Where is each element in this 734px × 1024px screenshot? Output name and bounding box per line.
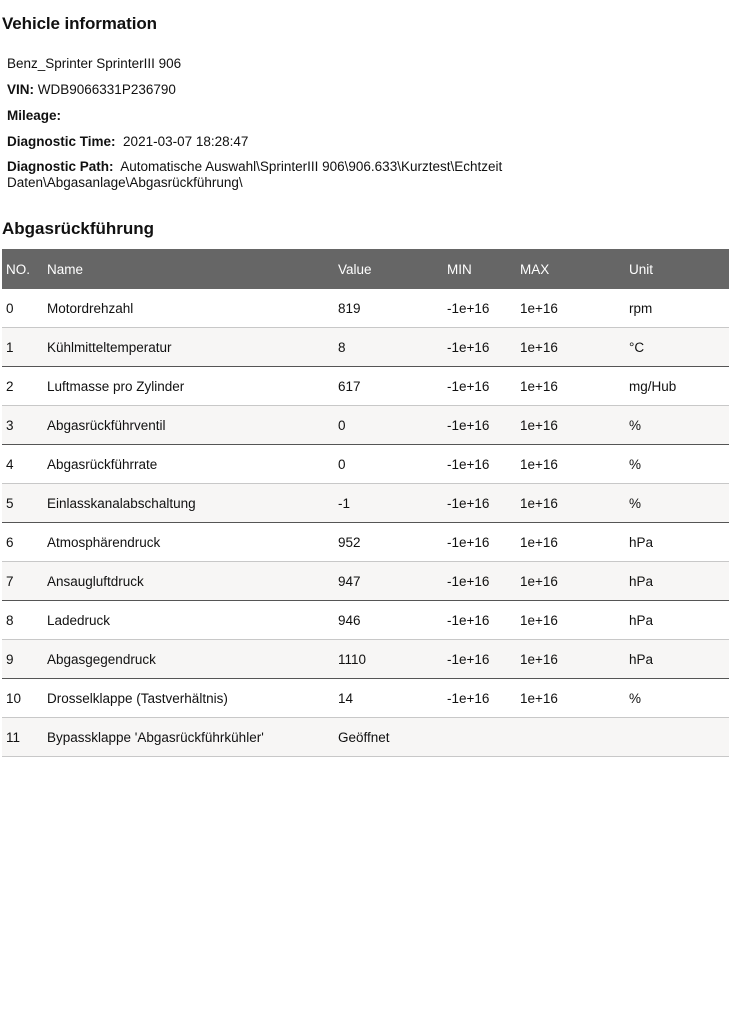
cell-value: 819 bbox=[338, 300, 361, 316]
cell-max: 1e+16 bbox=[520, 651, 558, 667]
table-row bbox=[2, 679, 729, 718]
cell-min: -1e+16 bbox=[447, 612, 490, 628]
vehicle-info-title: Vehicle information bbox=[2, 14, 157, 33]
cell-unit: hPa bbox=[629, 612, 654, 628]
table-row bbox=[2, 562, 729, 601]
column-header-min: MIN bbox=[447, 261, 472, 277]
cell-min: -1e+16 bbox=[447, 300, 490, 316]
cell-value: 946 bbox=[338, 612, 361, 628]
cell-min: -1e+16 bbox=[447, 417, 490, 433]
cell-value: 947 bbox=[338, 573, 361, 589]
cell-value: -1 bbox=[338, 495, 351, 511]
diagnostic-path-line2: Daten\Abgasanlage\Abgasrückführung\ bbox=[7, 175, 243, 190]
cell-max: 1e+16 bbox=[520, 378, 558, 394]
cell-min bbox=[443, 718, 516, 757]
cell-max: 1e+16 bbox=[520, 339, 558, 355]
cell-no: 4 bbox=[6, 456, 14, 472]
column-header-no: NO. bbox=[6, 261, 31, 277]
cell-no: 9 bbox=[6, 651, 14, 667]
diagnostic-time-value: 2021-03-07 18:28:47 bbox=[123, 134, 249, 149]
cell-min: -1e+16 bbox=[447, 534, 490, 550]
cell-no: 5 bbox=[6, 495, 14, 511]
table-row bbox=[2, 289, 729, 328]
cell-name: Abgasgegendruck bbox=[47, 651, 156, 667]
cell-no: 10 bbox=[6, 690, 22, 706]
column-header-name: Name bbox=[47, 261, 84, 277]
table-row bbox=[2, 406, 729, 445]
cell-no: 11 bbox=[6, 729, 21, 745]
cell-max: 1e+16 bbox=[520, 534, 558, 550]
cell-value: 0 bbox=[338, 417, 346, 433]
diagnostic-path-line1: Automatische Auswahl\SprinterIII 906\906.633\Kurztest\Echtzeit bbox=[120, 159, 503, 174]
cell-name: Motordrehzahl bbox=[47, 300, 134, 316]
section-title: Abgasrückführung bbox=[2, 219, 155, 238]
cell-min: -1e+16 bbox=[447, 339, 490, 355]
table-row bbox=[2, 718, 729, 757]
cell-max: 1e+16 bbox=[520, 690, 558, 706]
diagnostic-path-row bbox=[7, 159, 502, 191]
vehicle-model: Benz_Sprinter SprinterIII 906 bbox=[7, 56, 182, 71]
cell-max: 1e+16 bbox=[520, 300, 558, 316]
cell-value: 617 bbox=[338, 378, 361, 394]
cell-min: -1e+16 bbox=[447, 495, 490, 511]
cell-name: Ladedruck bbox=[47, 612, 111, 628]
cell-name: Atmosphärendruck bbox=[47, 534, 161, 550]
cell-unit: hPa bbox=[629, 534, 654, 550]
diagnostic-time-label: Diagnostic Time: bbox=[7, 134, 116, 149]
cell-no: 7 bbox=[6, 573, 14, 589]
cell-name: Einlasskanalabschaltung bbox=[47, 495, 196, 511]
cell-max: 1e+16 bbox=[520, 456, 558, 472]
table-row bbox=[2, 640, 729, 679]
cell-unit: % bbox=[629, 417, 642, 433]
cell-unit: % bbox=[629, 495, 642, 511]
cell-value: Geöffnet bbox=[338, 729, 390, 745]
column-header-value: Value bbox=[338, 261, 372, 277]
cell-name: Kühlmitteltemperatur bbox=[47, 339, 172, 355]
cell-min: -1e+16 bbox=[447, 651, 490, 667]
cell-no: 1 bbox=[6, 339, 14, 355]
cell-min: -1e+16 bbox=[447, 690, 490, 706]
cell-unit: rpm bbox=[629, 300, 653, 316]
cell-name: Drosselklappe (Tastverhältnis) bbox=[47, 690, 228, 706]
mileage-row bbox=[7, 107, 502, 133]
cell-value: 14 bbox=[338, 690, 354, 706]
cell-no: 6 bbox=[6, 534, 14, 550]
cell-min: -1e+16 bbox=[447, 573, 490, 589]
table-row bbox=[2, 328, 729, 367]
column-header-max: MAX bbox=[520, 261, 550, 277]
mileage-label: Mileage: bbox=[7, 108, 62, 123]
cell-min: -1e+16 bbox=[447, 456, 490, 472]
diagnostic-time-row bbox=[7, 133, 502, 159]
cell-name: Ansaugluftdruck bbox=[47, 573, 144, 589]
cell-value: 952 bbox=[338, 534, 361, 550]
cell-min: -1e+16 bbox=[447, 378, 490, 394]
cell-no: 0 bbox=[6, 300, 14, 316]
cell-no: 3 bbox=[6, 417, 14, 433]
cell-unit: % bbox=[629, 456, 642, 472]
table-row bbox=[2, 523, 729, 562]
live-data-table bbox=[2, 249, 729, 757]
cell-name: Abgasrückführventil bbox=[47, 417, 166, 433]
cell-value: 1110 bbox=[338, 651, 367, 667]
cell-unit: hPa bbox=[629, 573, 654, 589]
cell-max: 1e+16 bbox=[520, 495, 558, 511]
cell-max: 1e+16 bbox=[520, 573, 558, 589]
cell-unit bbox=[625, 718, 729, 757]
cell-unit: % bbox=[629, 690, 642, 706]
table-row bbox=[2, 601, 729, 640]
table-header-row bbox=[2, 249, 729, 289]
cell-value: 8 bbox=[338, 339, 346, 355]
cell-unit: °C bbox=[629, 339, 645, 355]
cell-no: 8 bbox=[6, 612, 14, 628]
vehicle-info bbox=[7, 55, 502, 191]
vin-row bbox=[7, 81, 502, 107]
cell-value: 0 bbox=[338, 456, 346, 472]
cell-name: Luftmasse pro Zylinder bbox=[47, 378, 185, 394]
column-header-unit: Unit bbox=[629, 261, 654, 277]
diagnostic-path-label: Diagnostic Path: bbox=[7, 159, 114, 174]
vin-value: WDB9066331P236790 bbox=[37, 82, 176, 97]
cell-max: 1e+16 bbox=[520, 612, 558, 628]
table-row bbox=[2, 367, 729, 406]
table-row bbox=[2, 445, 729, 484]
cell-unit: hPa bbox=[629, 651, 654, 667]
table-row bbox=[2, 484, 729, 523]
cell-no: 2 bbox=[6, 378, 14, 394]
cell-max: 1e+16 bbox=[520, 417, 558, 433]
cell-name: Abgasrückführrate bbox=[47, 456, 158, 472]
vin-label: VIN: bbox=[7, 82, 34, 97]
cell-max bbox=[516, 718, 625, 757]
cell-name: Bypassklappe 'Abgasrückführkühler' bbox=[47, 729, 264, 745]
cell-unit: mg/Hub bbox=[629, 378, 677, 394]
